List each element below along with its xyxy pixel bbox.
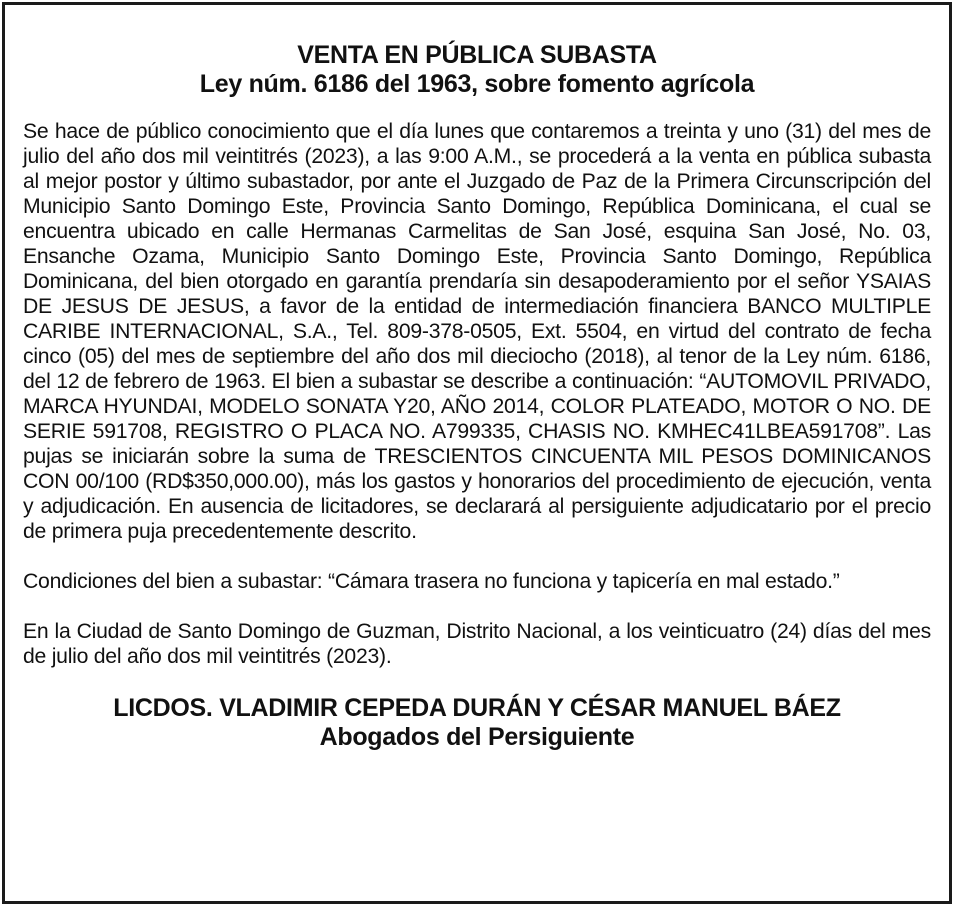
notice-subtitle: Ley núm. 6186 del 1963, sobre fomento agrícola bbox=[199, 70, 755, 98]
notice-content bbox=[23, 41, 931, 752]
notice-title: VENTA EN PÚBLICA SUBASTA bbox=[297, 41, 657, 69]
notice-frame bbox=[2, 2, 952, 904]
notice-signers: LICDOS. VLADIMIR CEPEDA DURÁN Y CÉSAR MANUEL BÁEZ bbox=[113, 694, 841, 722]
notice-conditions: Condiciones del bien a subastar: “Cámara trasera no funciona y tapicería en mal estado.” bbox=[23, 570, 840, 593]
notice-place-date: En la Ciudad de Santo Domingo de Guzman, Distrito Nacional, a los veinticuatro (24) días del mes de julio del año dos mil veintitrés (2023). bbox=[23, 620, 931, 668]
notice-role: Abogados del Persiguiente bbox=[319, 723, 635, 751]
notice-body: Se hace de público conocimiento que el día lunes que contaremos a treinta y uno (31) del mes de julio del año dos mil veintitrés (2023), a las 9:00 A.M., se procederá a la venta en pública subasta al mejor postor y último subastador, por ante el Juzgado de Paz de la Primera Circunscripción del Municipio Santo Domingo Este, Provincia Santo Domingo, República Dominicana, el cual se encuentra ubicado en calle Hermanas Carmelitas de San José, esquina San José, No. 03, Ensanche Ozama, Municipio Santo Domingo Este, Provincia Santo Domingo, República Dominicana, del bien otorgado en garantía prendaría sin desapoderamiento por el señor YSAIAS DE JESUS DE JESUS, a favor de la entidad de intermediación financiera BANCO MULTIPLE CARIBE INTERNACIONAL, S.A., Tel. 809-378-0505, Ext. 5504, en virtud del contrato de fecha cinco (05) del mes de septiembre del año dos mil dieciocho (2018), al tenor de la Ley núm. 6186, del 12 de febrero de 1963. El bien a subastar se describe a continuación: “AUTOMOVIL PRIVADO, MARCA HYUNDAI, MODELO SONATA Y20, AÑO 2014, COLOR PLATEADO, MOTOR O NO. DE SERIE 591708, REGISTRO O PLACA NO. A799335, CHASIS NO. KMHEC41LBEA591708”. Las pujas se iniciarán sobre la suma de TRESCIENTOS CINCUENTA MIL PESOS DOMINICANOS CON 00/100 (RD$350,000.00), más los gastos y honorarios del procedimiento de ejecución, venta y adjudicación. En ausencia de licitadores, se declarará al persiguiente adjudicatario por el precio de primera puja precedentemente descrito. bbox=[23, 120, 931, 543]
